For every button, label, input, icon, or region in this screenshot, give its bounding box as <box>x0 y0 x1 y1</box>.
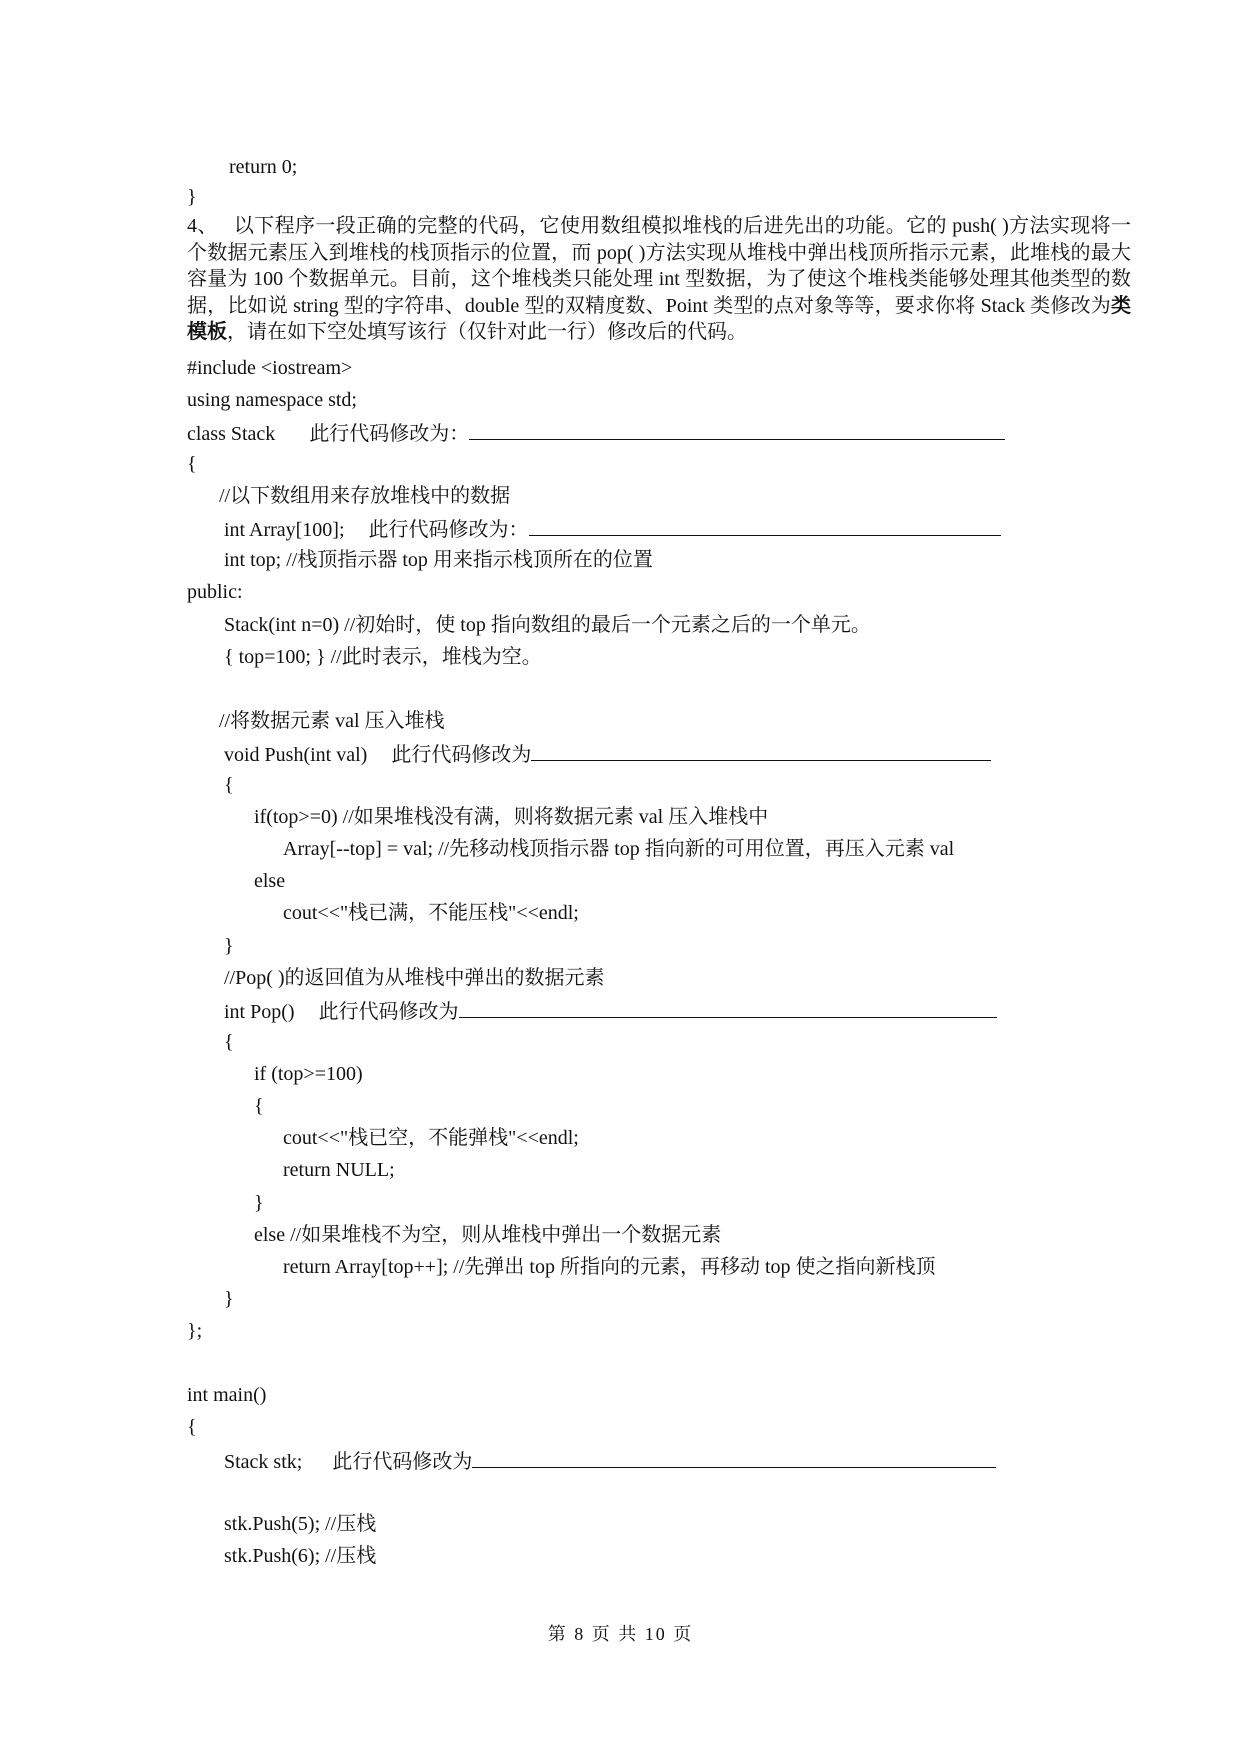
answer-blank-3[interactable] <box>531 740 991 761</box>
question-number: 4、 <box>187 215 218 237</box>
question-text: 以下程序一段正确的完整的代码，它使用数组模拟堆栈的后进先出的功能。它的 push( )方法实现将一个数据元素压入到堆栈的栈顶指示的位置，而 pop( )方法实现从堆栈中弹出栈顶所指示元素，此堆栈的最大容量为 100 个数据单元。目前，这个堆栈类只能处理 int 型数据，为了使这个堆栈类能够处理其他类型的数据，比如说 string 型的字符串、double 型的双精度数、Point 类型的点对象等等，要求你将 Stack 类修改为 <box>187 215 1132 317</box>
modify-label: 此行代码修改为 <box>318 1001 459 1023</box>
code-line: int top; //栈顶指示器 top 用来指示栈顶所在的位置 <box>224 549 653 571</box>
code-line: else <box>254 870 286 892</box>
answer-blank-5[interactable] <box>472 1447 996 1468</box>
code-text: Stack stk; <box>224 1451 303 1473</box>
answer-blank-2[interactable] <box>529 515 1001 536</box>
code-line: stk.Push(6); //压栈 <box>224 1545 377 1567</box>
question-paragraph <box>187 213 1131 346</box>
code-line: { top=100; } //此时表示，堆栈为空。 <box>224 646 542 668</box>
page-footer: 第 8 页 共 10 页 <box>547 1624 694 1644</box>
code-line: { <box>187 453 197 475</box>
code-line: Array[--top] = val; //先移动栈顶指示器 top 指向新的可用位置，再压入元素 val <box>283 838 955 860</box>
question-text-tail: ，请在如下空处填写该行（仅针对此一行）修改后的代码。 <box>227 321 747 343</box>
answer-blank-4[interactable] <box>459 997 997 1018</box>
code-line: { <box>224 1031 234 1053</box>
code-comment: //以下数组用来存放堆栈中的数据 <box>219 485 511 507</box>
code-line: if (top>=100) <box>254 1063 363 1085</box>
modify-label: 此行代码修改为： <box>368 519 529 541</box>
code-line: else //如果堆栈不为空，则从堆栈中弹出一个数据元素 <box>254 1224 722 1246</box>
code-line: { <box>187 1416 197 1438</box>
code-line <box>224 997 997 1025</box>
code-line: { <box>224 774 234 796</box>
modify-label: 此行代码修改为 <box>332 1451 473 1473</box>
modify-label: 此行代码修改为： <box>309 423 470 445</box>
question-emphasis: 类模板 <box>187 294 1131 343</box>
code-line: using namespace std; <box>187 389 357 411</box>
code-comment: //Pop( )的返回值为从堆栈中弹出的数据元素 <box>224 967 605 989</box>
code-text: int Array[100]; <box>224 519 345 541</box>
code-line: int main() <box>187 1384 267 1406</box>
code-line <box>224 1447 996 1475</box>
code-line: return Array[top++]; //先弹出 top 所指向的元素，再移动 top 使之指向新栈顶 <box>283 1256 936 1278</box>
code-line: } <box>254 1192 264 1214</box>
code-line <box>224 740 991 768</box>
code-line: } <box>224 935 234 957</box>
code-line: #include <iostream> <box>187 357 353 379</box>
code-line: public: <box>187 581 243 603</box>
code-text: class Stack <box>187 423 276 445</box>
code-line: } <box>187 186 197 208</box>
code-line: return NULL; <box>283 1159 395 1181</box>
code-line: }; <box>187 1320 203 1342</box>
code-line: Stack(int n=0) //初始时，使 top 指向数组的最后一个元素之后的一个单元。 <box>224 614 871 636</box>
code-comment: //将数据元素 val 压入堆栈 <box>219 710 445 732</box>
code-line: } <box>224 1288 234 1310</box>
answer-blank-1[interactable] <box>469 419 1005 440</box>
code-line <box>224 515 1001 543</box>
modify-label: 此行代码修改为 <box>391 744 532 766</box>
code-line: return 0; <box>229 156 298 178</box>
code-text: int Pop() <box>224 1001 295 1023</box>
code-line <box>187 419 1005 447</box>
code-line: { <box>254 1095 264 1117</box>
code-line: stk.Push(5); //压栈 <box>224 1513 377 1535</box>
code-line: cout<<"栈已满，不能压栈"<<endl; <box>283 902 579 924</box>
code-text: void Push(int val) <box>224 744 368 766</box>
code-line: cout<<"栈已空，不能弹栈"<<endl; <box>283 1127 579 1149</box>
code-line: if(top>=0) //如果堆栈没有满，则将数据元素 val 压入堆栈中 <box>254 806 769 828</box>
